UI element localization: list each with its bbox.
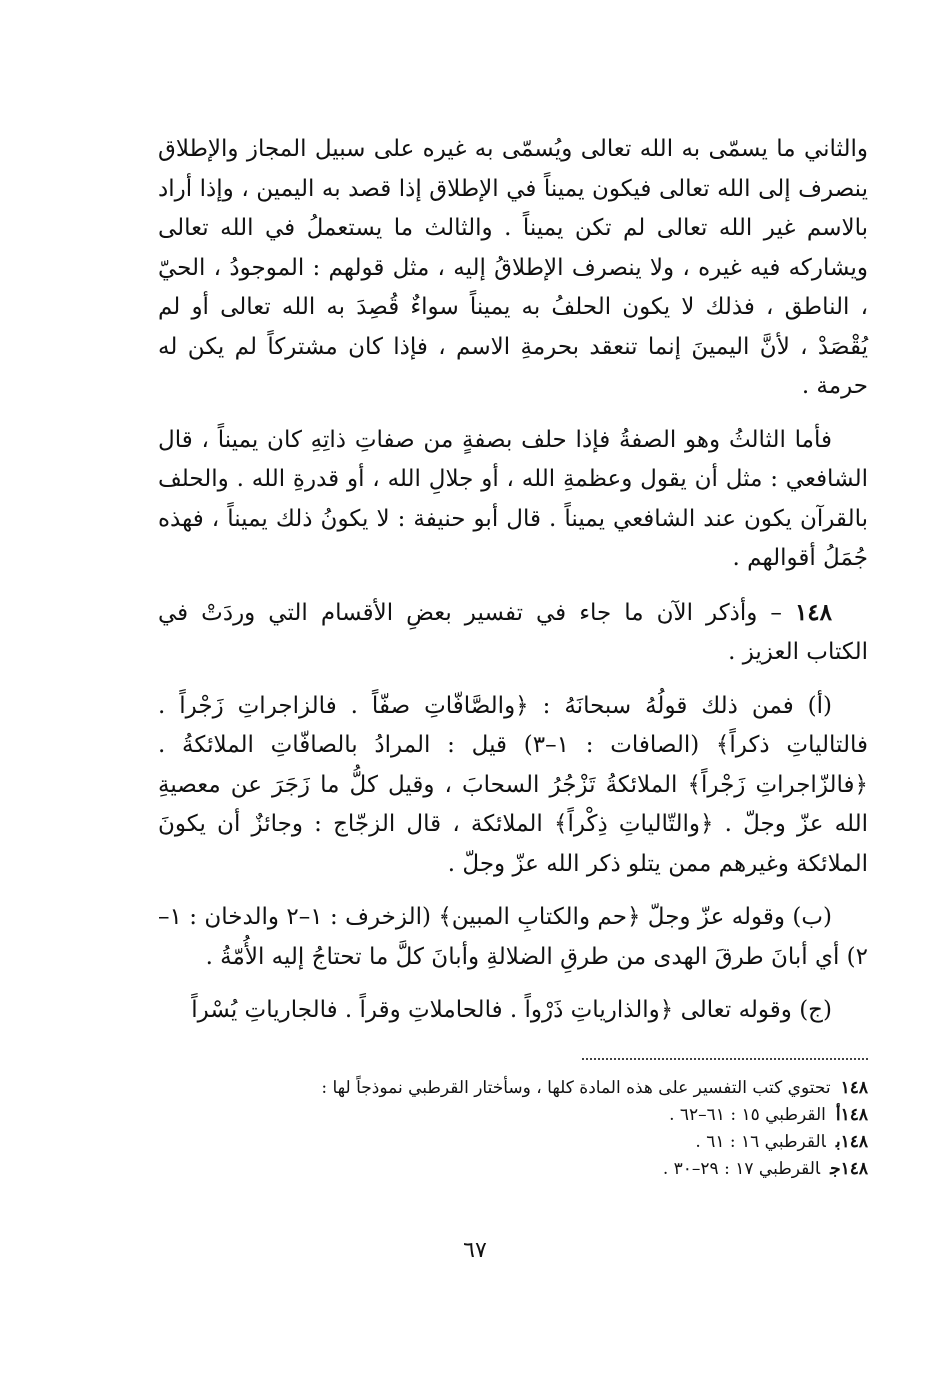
footnote-number: ١٤٨ — [840, 1078, 868, 1098]
paragraph-a: (أ) فمن ذلك قولُهُ سبحانَهُ : ﴿والصَّافّاتِ صفّاً . فالزاجراتِ زَجْراً . فالتالياتِ ذكراً﴾ (الصافات : ١–٣) قيل : المرادُ بالصافّاتِ الملائكةُ . ﴿فالزّاجراتِ زَجْراً﴾ الملائكةُ تَزْجُرُ السحابَ ، وقيل كلُّ ما زَجَرَ عن معصيةِ الله عزّ وجلّ . ﴿والتّالياتِ ذِكْراً﴾ الملائكة ، قال الزجّاج : وجائزٌ أن يكونَ الملائكة وغيرهم ممن يتلو ذكر الله عزّ وجلّ . — [158, 692, 868, 877]
footnote-item — [158, 1129, 868, 1156]
footnote-text: القرطبي ١٦ : ٦١ . — [695, 1132, 826, 1152]
section-text: – وأذكر الآن ما جاء في تفسير بعضِ الأقسام التي وردَتْ في الكتاب العزيز . — [158, 599, 868, 665]
paragraph-148 — [158, 593, 868, 673]
footnote-item — [158, 1075, 868, 1102]
paragraph-third-category: فأما الثالثُ وهو الصفةُ فإذا حلف بصفةٍ من صفاتِ ذاتِهِ كان يميناً ، قال الشافعي : مثل أن يقول وعظمةِ الله ، أو جلالِ الله ، أو قدرةِ الله . والحلف بالقرآن يكون عند الشافعي يميناً . قال أبو حنيفة : لا يكونُ ذلك يميناً ، فهذه جُمَلُ أقوالهم . — [158, 426, 868, 571]
footnote-text: القرطبي ١٥ : ٦١–٦٢ . — [669, 1105, 826, 1125]
footnote-item — [158, 1156, 868, 1183]
paragraph-second-category: والثاني ما يسمّى به الله تعالى ويُسمّى به غيره على سبيل المجاز والإطلاق ينصرف إلى الله تعالى فيكون يميناً في الإطلاق إذا قصد به اليمين ، وإذا أراد بالاسم غير الله تعالى لم تكن يميناً . والثالث ما يستعملُ في الله تعالى ويشاركه فيه غيره ، ولا ينصرف الإطلاقُ إليه ، مثل قولهم : الموجودُ ، الحيّ ، الناطق ، فذلك لا يكون الحلفُ به يميناً سواءٌ قُصِدَ به الله تعالى أو لم يُقْصَدْ ، لأنَّ اليمينَ إنما تنعقد بحرمةِ الاسم ، فإذا كان مشتركاً لم يكن له حرمة . — [158, 136, 868, 399]
footnote-number: ١٤٨ج — [830, 1159, 868, 1179]
footnote-number: ١٤٨أ — [835, 1105, 868, 1125]
footnote-number: ١٤٨ب — [835, 1132, 868, 1152]
footnote-text: القرطبي ١٧ : ٢٩–٣٠ . — [662, 1159, 821, 1179]
footnote-text: تحتوي كتب التفسير على هذه المادة كلها ، وسأختار القرطبي نموذجاً لها : — [321, 1078, 831, 1098]
footnotes — [158, 1075, 868, 1183]
paragraph-c: (ج) وقوله تعالى ﴿والذارياتِ ذَرْواً . فالحاملاتِ وقراً . فالجارياتِ يُسْراً — [191, 997, 832, 1023]
main-text — [158, 130, 868, 1045]
footnote-item — [158, 1102, 868, 1129]
page-number: ٦٧ — [463, 1238, 487, 1263]
section-number: ١٤٨ — [794, 598, 832, 626]
footnote-divider — [582, 1058, 868, 1060]
paragraph-b: (ب) وقوله عزّ وجلّ ﴿حم والكتابِ المبين﴾ (الزخرف : ١–٢ والدخان : ١–٢) أي أبانَ طرقَ الهدى من طرقِ الضلالةِ وأبانَ كلَّ ما تحتاجُ إليه الأُمّةُ . — [158, 904, 868, 970]
